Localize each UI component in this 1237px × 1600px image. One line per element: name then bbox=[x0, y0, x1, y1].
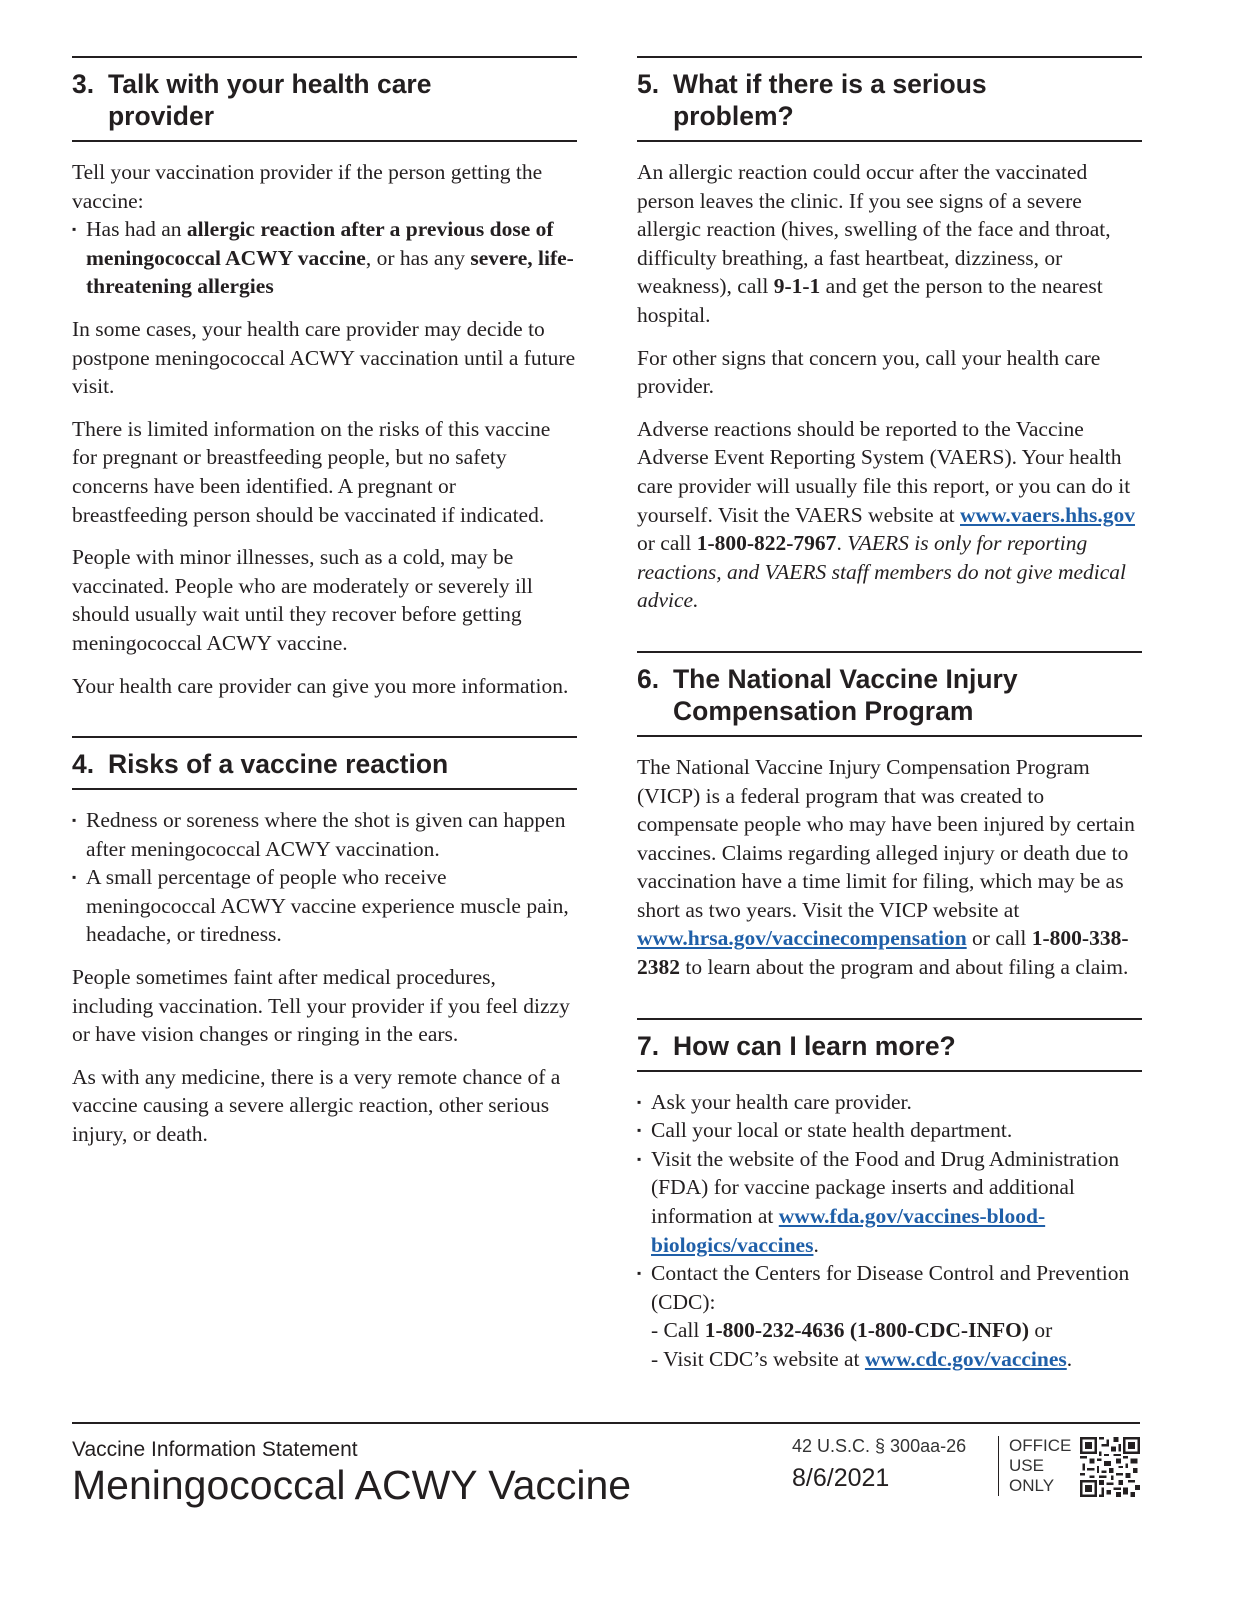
list-item bbox=[72, 215, 577, 301]
section-3-intro: Tell your vaccination provider if the person getting the vaccine: bbox=[72, 160, 543, 213]
bullet-text: Visit the website of the Food and Drug Administration (FDA) for vaccine package inserts and additional information at bbox=[651, 1146, 1120, 1229]
section-4-header bbox=[72, 736, 577, 790]
section-6-number: 6. bbox=[637, 663, 660, 694]
cdc-phone: 1-800-232-4636 (1-800-CDC-INFO) bbox=[704, 1318, 1029, 1343]
paragraph-text: Adverse reactions should be reported to the Vaccine Adverse Event Reporting System (VAERS). Your health care provider will usually file this report, or you can do it yourself. Visit the VAERS website at bbox=[637, 416, 1131, 527]
section-5-paragraph bbox=[637, 158, 1142, 330]
right-column bbox=[637, 56, 1142, 1410]
section-3-bullets bbox=[72, 215, 577, 301]
section-3-paragraph: There is limited information on the risks of this vaccine for pregnant or breastfeeding people, but no safety concerns have been identified. A pregnant or breastfeeding person should be vaccinated if indicated. bbox=[72, 416, 551, 527]
section-3-number: 3. bbox=[72, 69, 95, 99]
list-item: ▪ Ask your health care provider. bbox=[637, 1088, 1142, 1117]
vaers-link[interactable]: www.vaers.hhs.gov bbox=[960, 502, 1136, 527]
footer-date: 8/6/2021 bbox=[792, 1464, 890, 1492]
section-7-title: How can I learn more? bbox=[673, 1030, 956, 1061]
sub-item-text: - Visit CDC’s website at bbox=[651, 1347, 865, 1371]
list-item: ▪ A small percentage of people who receive meningococcal ACWY vaccine experience muscle pain, headache, or tiredness. bbox=[72, 863, 577, 949]
bullet-text: Has had an bbox=[86, 217, 187, 242]
section-5-heading bbox=[637, 68, 1142, 132]
section-3-heading bbox=[72, 68, 577, 132]
section-6-title: The National Vaccine Injury Compensation Program bbox=[673, 663, 1018, 726]
vicp-link[interactable]: www.hrsa.gov/vaccinecompensation bbox=[637, 926, 967, 951]
footer-citation: 42 U.S.C. § 300aa-26 bbox=[792, 1436, 967, 1456]
section-4-paragraph: As with any medicine, there is a very remote chance of a vaccine causing a severe allergic reaction, other serious injury, or death. bbox=[72, 1064, 561, 1147]
paragraph-text: to learn about the program and about filing a claim. bbox=[680, 955, 1129, 980]
section-5-number: 5. bbox=[637, 69, 660, 99]
office-use-line: OFFICE bbox=[1009, 1436, 1072, 1455]
qr-code-icon bbox=[1080, 1437, 1140, 1497]
paragraph-text: An allergic reaction could occur after the vaccinated person leaves the clinic. If you see signs of a severe allergic reaction (hives, swelling of the face and throat, difficulty breathing, a fast heartbeat, dizziness, or weakness), call bbox=[637, 160, 1111, 299]
section-3-paragraph: People with minor illnesses, such as a cold, may be vaccinated. People who are moderately or severely ill should usually wait until they recover before getting meningococcal ACWY vaccine. bbox=[72, 545, 533, 655]
list-item bbox=[637, 1145, 1142, 1259]
bullet-text: Contact the Centers for Disease Control and Prevention (CDC): bbox=[651, 1261, 1130, 1314]
section-4 bbox=[72, 736, 577, 1149]
section-7-number: 7. bbox=[637, 1030, 660, 1061]
section-3-header bbox=[72, 56, 577, 142]
section-3-title: Talk with your health care provider bbox=[108, 69, 432, 131]
vaers-disclaimer: VAERS is only for reporting reactions, and VAERS staff members do not give medical advice. bbox=[637, 531, 1127, 613]
paragraph-text: . bbox=[836, 531, 848, 556]
section-7-heading bbox=[637, 1030, 1142, 1062]
section-4-number: 4. bbox=[72, 749, 95, 780]
section-5-header bbox=[637, 56, 1142, 142]
footer bbox=[72, 1422, 1140, 1524]
emergency-number: 9-1-1 bbox=[773, 274, 821, 299]
section-7-bullets bbox=[637, 1088, 1142, 1374]
section-3-paragraph: Your health care provider can give you more information. bbox=[72, 673, 569, 698]
office-use-line: USE bbox=[1009, 1456, 1044, 1475]
section-6-paragraph bbox=[637, 753, 1142, 982]
list-item bbox=[637, 1259, 1142, 1373]
vicp-phone: 1-800-338-2382 bbox=[637, 926, 1129, 980]
bullet-text: , or has any bbox=[365, 245, 471, 270]
office-use-line: ONLY bbox=[1009, 1476, 1055, 1495]
section-4-bullets bbox=[72, 806, 577, 949]
paragraph-text: and get the person to the nearest hospital. bbox=[637, 274, 1103, 327]
section-5-paragraph bbox=[637, 415, 1142, 615]
sub-item-text: or bbox=[1028, 1318, 1053, 1343]
footer-title: Meningococcal ACWY Vaccine bbox=[72, 1462, 632, 1508]
section-7-header bbox=[637, 1018, 1142, 1072]
paragraph-text: or call bbox=[966, 926, 1032, 951]
paragraph-text: The National Vaccine Injury Compensation Program (VICP) is a federal program that was created to compensate people who may have been injured by certain vaccines. Claims regarding alleged injury or death due to vaccination have a time limit for filing, which may be as short as two years. Visit the VICP website at bbox=[637, 754, 1135, 922]
cdc-link[interactable]: www.cdc.gov/vaccines bbox=[864, 1347, 1067, 1371]
left-column bbox=[72, 56, 577, 1185]
section-6 bbox=[637, 651, 1142, 982]
paragraph-text: or call bbox=[637, 531, 697, 556]
bullet-bold-text: allergic reaction after a previous dose of meningococcal ACWY vaccine bbox=[86, 217, 554, 270]
sub-list-item bbox=[651, 1316, 1142, 1345]
sub-item-text: - Call bbox=[651, 1318, 705, 1343]
fda-link[interactable]: www.fda.gov/vaccines-blood-biologics/vaccines bbox=[651, 1204, 1046, 1257]
section-4-title: Risks of a vaccine reaction bbox=[108, 749, 449, 780]
section-6-header bbox=[637, 651, 1142, 737]
sub-item-text: . bbox=[1066, 1347, 1073, 1371]
section-5 bbox=[637, 56, 1142, 615]
section-6-heading bbox=[637, 663, 1142, 727]
bullet-bold-text: severe, life-threatening allergies bbox=[86, 245, 574, 299]
section-4-heading bbox=[72, 748, 577, 780]
section-3 bbox=[72, 56, 577, 700]
bullet-text: . bbox=[813, 1232, 819, 1257]
sub-list-item bbox=[651, 1345, 1142, 1374]
section-4-paragraph: People sometimes faint after medical procedures, including vaccination. Tell your provider if you feel dizzy or have vision changes or ringing in the ears. bbox=[72, 965, 570, 1047]
list-item: ▪ Call your local or state health department. bbox=[637, 1116, 1142, 1145]
list-item: ▪ Redness or soreness where the shot is given can happen after meningococcal ACWY vaccination. bbox=[72, 806, 577, 863]
section-5-title: What if there is a serious problem? bbox=[673, 69, 987, 131]
section-7 bbox=[637, 1018, 1142, 1374]
cdc-sub-list bbox=[651, 1316, 1142, 1373]
vaers-phone: 1-800-822-7967 bbox=[696, 531, 837, 556]
footer-label: Vaccine Information Statement bbox=[72, 1438, 358, 1461]
office-use-only bbox=[998, 1436, 1072, 1496]
section-5-paragraph: For other signs that concern you, call your health care provider. bbox=[637, 345, 1101, 399]
section-3-paragraph: In some cases, your health care provider may decide to postpone meningococcal ACWY vaccination until a future visit. bbox=[72, 316, 576, 399]
